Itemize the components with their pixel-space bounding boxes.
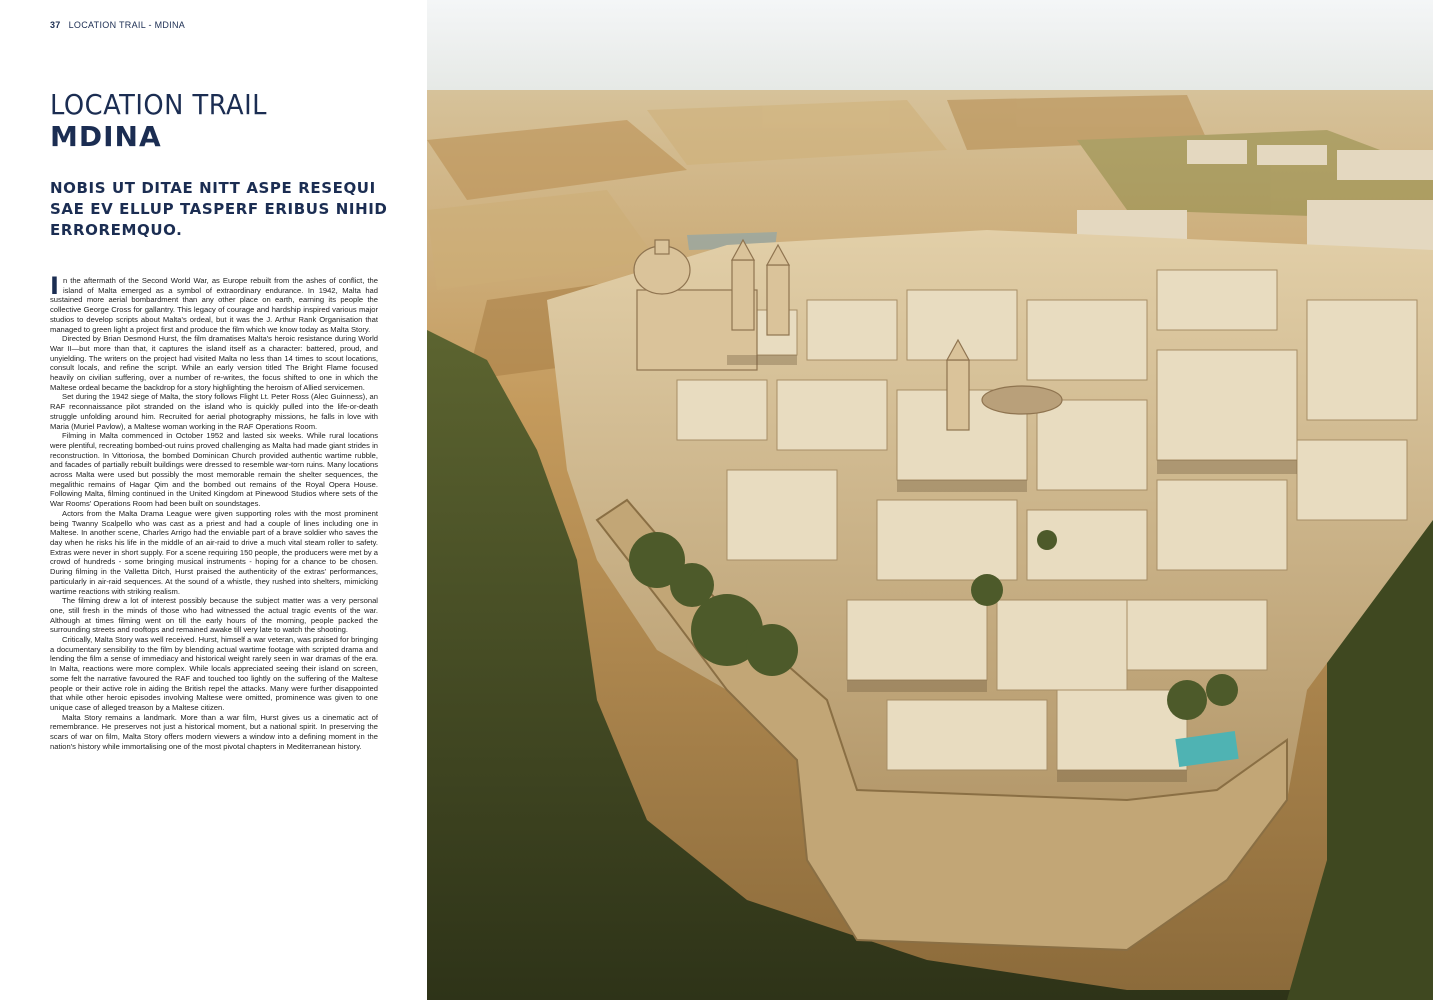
paragraph-text: n the aftermath of the Second World War, as Europe rebuilt from the ashes of conflict, the island of Malta emerged as a symbol of extraordinary endurance. In 1942, Malta had sustained more aerial bombardment than any other place on earth, earning its people the collective George Cross for gallantry. This legacy of courage and hardship inspired various major studios to develop scripts about Malta's ordeal, but it was the J. Arthur Rank Organisation that managed to green light a project first and produce the film which we know today as Malta Story. xyxy=(50,276,378,334)
section-label: LOCATION TRAIL - MDINA xyxy=(68,20,186,30)
article-subhead: NOBIS UT DITAE NITT ASPE RESEQUI SAE EV ELLUP TASPERF ERIBUS NIHID ERROREMQUO. xyxy=(50,179,388,239)
paragraph: Set during the 1942 siege of Malta, the story follows Flight Lt. Peter Ross (Alec Guinness), an RAF reconnaissance pilot stranded on the island who is quickly pulled into the life-or-death struggle unfolding around him. Recruited for aerial photography missions, he falls in love with Maria (Muriel Pavlow), a Maltese woman working in the RAF Operations Room. xyxy=(50,392,378,431)
page-number: 37 xyxy=(50,20,61,30)
article-body xyxy=(50,272,378,751)
paragraph: Filming in Malta commenced in October 1952 and lasted six weeks. While rural locations were plentiful, recreating bombed-out ruins proved challenging as Malta had made giant strides in reconstruction. In Vittoriosa, the bombed Dominican Church provided authentic wartime rubble, and facades of partially rebuilt buildings were dressed to resemble war-torn ruins. Many locations across Malta were used but possibly the most memorable remain the shelter sequences, the megalithic remains of Hagar Qim and the bombed out remains of the Royal Opera House. Following Malta, filming continued in the United Kingdom at Pinewood Studios where sets of the War Rooms' Operations Room had been built on soundstages. xyxy=(50,431,378,509)
aerial-photo-mdina xyxy=(427,0,1433,1000)
page-folio xyxy=(50,20,185,30)
left-page xyxy=(0,0,427,1000)
paragraph: Actors from the Malta Drama League were given supporting roles with the most prominent being Twanny Scalpello who was cast as a priest and had a couple of lines including one in Maltese. In another scene, Charles Arrigo had the enviable part of a brave soldier who saves the day when he risks his life in the middle of an air-raid to drive a much vital steam roller to safety. Extras were never in short supply. For a scene requiring 150 people, the producers were met by a crowd of hundreds - some bringing musical instruments - hoping for a chance to be chosen. During filming in the Valletta Ditch, Hurst praised the authenticity of the extras' performances, particularly in air-raid sequences. At the sound of a whistle, they rushed into shelters, mimicking wartime reactions with striking realism. xyxy=(50,508,378,596)
drop-cap: I xyxy=(50,272,59,300)
paragraph: The filming drew a lot of interest possibly because the subject matter was a very personal one, still fresh in the minds of those who had witnessed the actual tragic events of the war. Although at times filming went on till the early hours of the morning, people packed the surrounding streets and rooftops and remained awake till very late to watch the shooting. xyxy=(50,596,378,635)
title-line-1: LOCATION TRAIL xyxy=(50,88,267,121)
paragraph: Critically, Malta Story was well received. Hurst, himself a war veteran, was praised for bringing a documentary sensibility to the film by blending actual wartime footage with scripted drama and lending the film a sense of immediacy and historical weight rarely seen in war dramas of the era. In Malta, reactions were more complex. While locals appreciated seeing their island on screen, some felt the narrative favoured the RAF and touched too lightly on the suffering of the Maltese people or their active role in aiding the British repel the attacks. Many were further disappointed that while other heroic episodes involving Maltese were omitted, prominence was given to one unique case of alleged treason by a Maltese citizen. xyxy=(50,635,378,712)
paragraph: Directed by Brian Desmond Hurst, the film dramatises Malta's heroic resistance during World War II—but more than that, it captures the island itself as a character: battered, proud, and unyielding. The writers on the project had visited Malta no less than 14 times to scout locations, consult locals, and refine the script. While an early version titled The Bright Flame focused heavily on civilian suffering, over a number of re-writes, the focus shifted to one in which the Maltese ordeal became the backdrop for a story highlighting the heroism of Allied servicemen. xyxy=(50,334,378,392)
paragraph: Malta Story remains a landmark. More than a war film, Hurst gives us a cinematic act of remembrance. He preserves not just a historical moment, but a national spirit. In preserving the scars of war on film, Malta Story offers modern viewers a window into a defining moment in the nation's history while immortalising one of the most pivotal chapters in Mediterranean history. xyxy=(50,712,378,751)
title-line-2: MDINA xyxy=(50,120,162,153)
photo-illustration xyxy=(427,0,1433,1000)
paragraph xyxy=(50,272,378,334)
